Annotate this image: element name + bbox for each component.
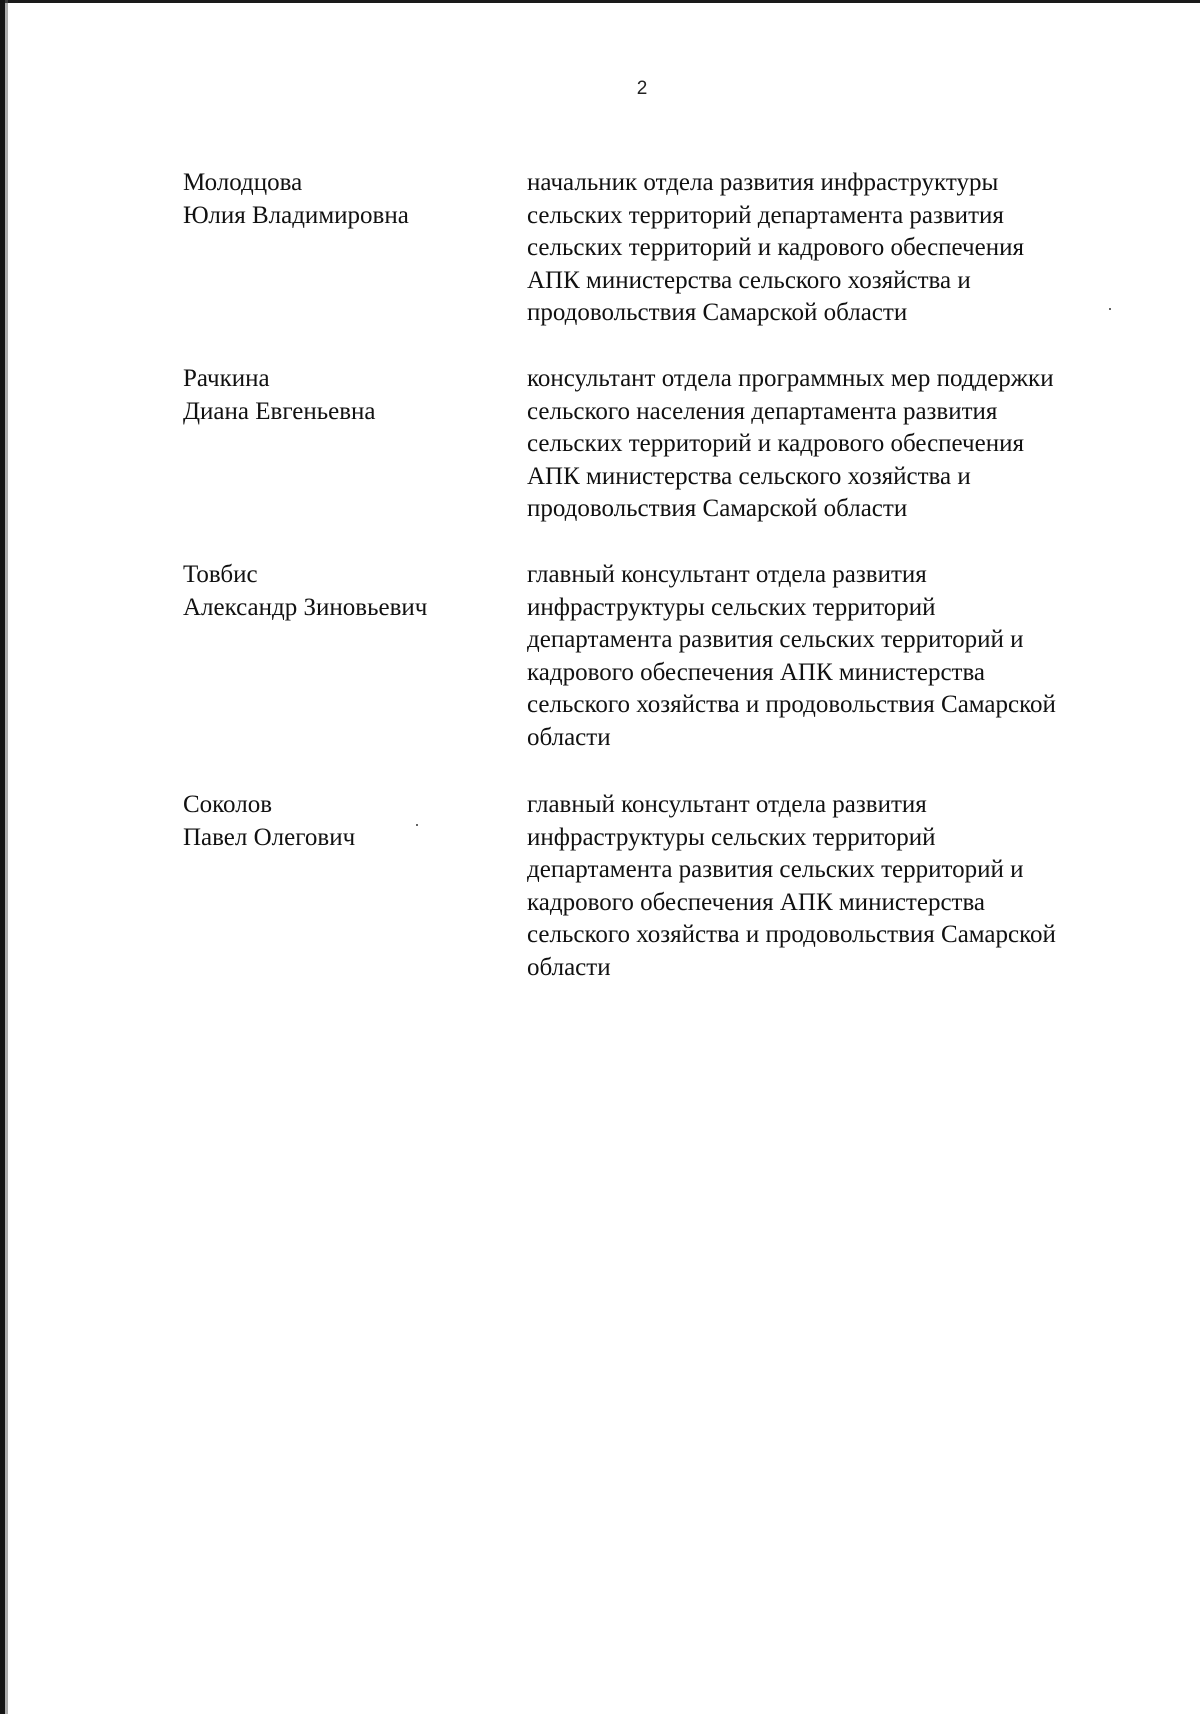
position-line: АПК министерства сельского хозяйства и <box>527 462 971 490</box>
position-line: департамента развития сельских территорий и <box>527 856 1024 883</box>
member-given-names: Александр Зиновьевич <box>183 593 428 621</box>
member-name <box>183 789 503 854</box>
member-given-names: Юлия Владимировна <box>183 201 409 229</box>
position-line: консультант отдела программных мер поддержки <box>527 365 1054 392</box>
position-line: начальник отдела развития инфраструктуры <box>527 169 999 196</box>
member-name <box>183 559 503 624</box>
member-given-names: Диана Евгеньевна <box>183 397 376 425</box>
position-line: сельского хозяйства и продовольствия Самарской <box>527 691 1056 718</box>
position-line: области <box>527 953 611 981</box>
member-position <box>527 363 1147 526</box>
position-line: сельского населения департамента развития <box>527 397 998 425</box>
position-line: продовольствия Самарской области <box>527 495 908 522</box>
member-position <box>527 559 1147 754</box>
position-line: сельских территорий департамента развития <box>527 201 1004 229</box>
position-line: области <box>527 723 611 751</box>
member-surname: Молодцова <box>183 169 303 196</box>
position-line: сельского хозяйства и продовольствия Самарской <box>527 921 1056 948</box>
member-surname: Товбис <box>183 561 258 588</box>
position-line: главный консультант отдела развития <box>527 791 927 818</box>
position-line: кадрового обеспечения АПК министерства <box>527 888 986 916</box>
position-line: инфраструктуры сельских территорий <box>527 823 936 851</box>
page-number: 2 <box>636 78 648 99</box>
position-line: кадрового обеспечения АПК министерства <box>527 658 986 686</box>
member-surname: Соколов <box>183 791 273 818</box>
member-given-names: Павел Олегович <box>183 823 356 851</box>
position-line: продовольствия Самарской области <box>527 299 908 326</box>
position-line: инфраструктуры сельских территорий <box>527 593 936 621</box>
scan-speck <box>416 824 418 826</box>
member-position <box>527 789 1147 984</box>
member-name <box>183 167 503 232</box>
position-line: сельских территорий и кадрового обеспечения <box>527 430 1024 457</box>
member-surname: Рачкина <box>183 365 270 392</box>
position-line: сельских территорий и кадрового обеспечения <box>527 234 1024 261</box>
position-line: департамента развития сельских территорий и <box>527 626 1024 653</box>
position-line: АПК министерства сельского хозяйства и <box>527 266 971 294</box>
scan-speck <box>1109 308 1111 310</box>
member-position <box>527 167 1147 330</box>
member-name <box>183 363 503 428</box>
position-line: главный консультант отдела развития <box>527 561 927 588</box>
